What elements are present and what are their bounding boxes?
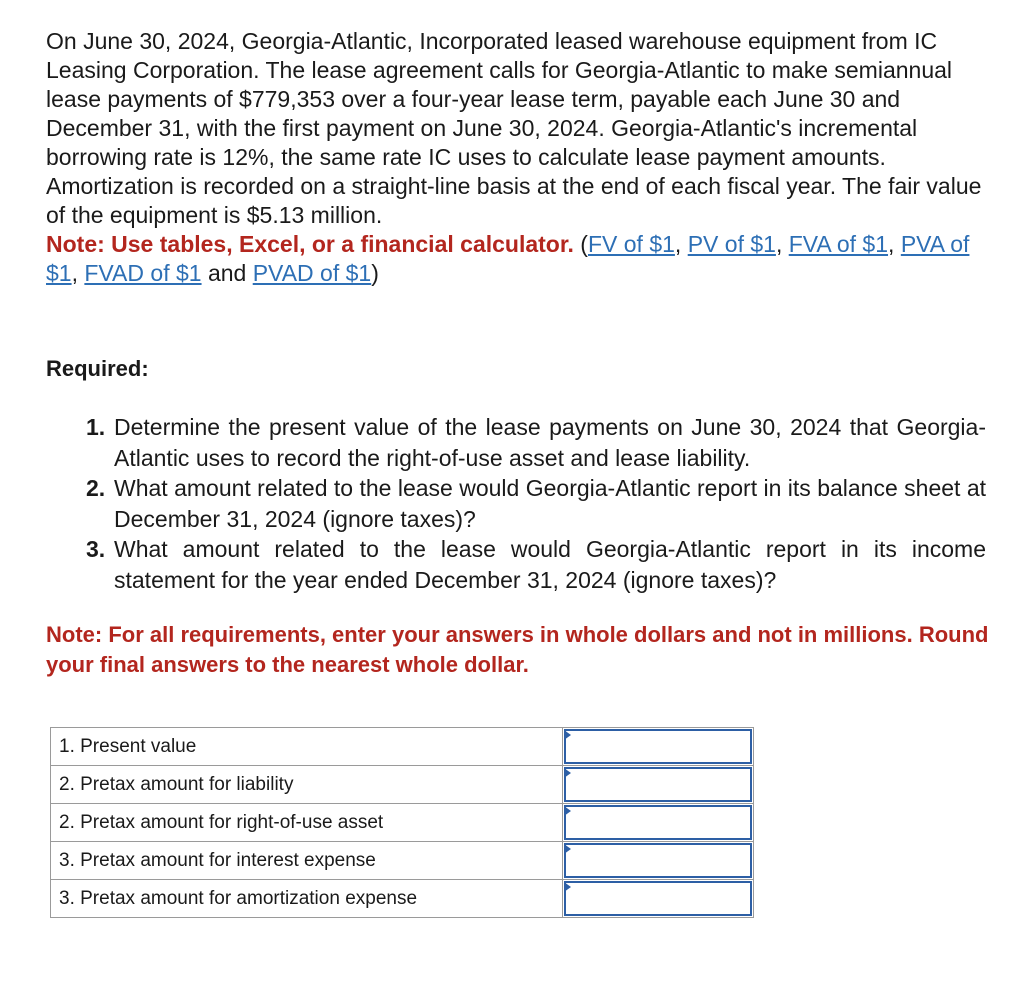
- answer-cell: [563, 766, 754, 804]
- note-tables: Note: Use tables, Excel, or a financial calculator. (FV of $1, PV of $1, FVA of $1, PVA of $1, FVAD of $1 and PVAD of $1): [46, 231, 970, 286]
- required-heading: Required:: [46, 356, 149, 381]
- answer-label-interest-expense: 3. Pretax amount for interest expense: [51, 842, 563, 880]
- interest-expense-input[interactable]: [564, 843, 752, 878]
- link-pvad-of-1[interactable]: PVAD of $1: [252, 260, 372, 286]
- requirement-text: Determine the present value of the lease payments on June 30, 2024 that Georgia-Atlantic uses to record the right-of-use asset and lease liability.: [114, 414, 986, 471]
- requirements-list: [86, 412, 986, 595]
- right-of-use-asset-input[interactable]: [564, 805, 752, 840]
- answer-cell: [563, 842, 754, 880]
- link-pv-of-1[interactable]: PV of $1: [687, 231, 776, 257]
- present-value-input[interactable]: [564, 729, 752, 764]
- table-row: [51, 880, 754, 918]
- requirement-item: [86, 534, 986, 595]
- answer-label-liability: 2. Pretax amount for liability: [51, 766, 563, 804]
- rounding-note: Note: For all requirements, enter your answers in whole dollars and not in millions. Round your final answers to the nearest whole dollar.: [46, 622, 989, 677]
- link-fvad-of-1[interactable]: FVAD of $1: [84, 260, 202, 286]
- requirement-number: 2.: [86, 475, 106, 501]
- answer-cell: [563, 804, 754, 842]
- answer-cell: [563, 728, 754, 766]
- link-fva-of-1[interactable]: FVA of $1: [788, 231, 889, 257]
- requirement-number: 3.: [86, 536, 106, 562]
- answer-cell: [563, 880, 754, 918]
- requirement-text: What amount related to the lease would Georgia-Atlantic report in its income statement for the year ended December 31, 2024 (ignore taxes)?: [114, 536, 986, 593]
- answer-label-present-value: 1. Present value: [51, 728, 563, 766]
- liability-input[interactable]: [564, 767, 752, 802]
- table-row: [51, 728, 754, 766]
- answer-label-amortization-expense: 3. Pretax amount for amortization expense: [51, 880, 563, 918]
- requirement-number: 1.: [86, 414, 106, 440]
- table-row: [51, 804, 754, 842]
- requirement-item: [86, 412, 986, 473]
- requirement-item: [86, 473, 986, 534]
- table-row: [51, 842, 754, 880]
- answer-label-right-of-use-asset: 2. Pretax amount for right-of-use asset: [51, 804, 563, 842]
- table-row: [51, 766, 754, 804]
- note-tables-label: Note: Use tables, Excel, or a financial calculator.: [46, 231, 574, 257]
- amortization-expense-input[interactable]: [564, 881, 752, 916]
- answer-table: [50, 727, 754, 918]
- link-fv-of-1[interactable]: FV of $1: [587, 231, 675, 257]
- link-pva-of-1[interactable]: PVA of $1: [46, 231, 970, 286]
- problem-statement: [46, 27, 991, 288]
- problem-text: On June 30, 2024, Georgia-Atlantic, Incorporated leased warehouse equipment from IC Leasing Corporation. The lease agreement calls for Georgia-Atlantic to make semiannual lease payments of $779,353 over a four-year lease term, payable each June 30 and December 31, with the first payment on June 30, 2024. Georgia-Atlantic's incremental borrowing rate is 12%, the same rate IC uses to calculate lease payment amounts. Amortization is recorded on a straight-line basis at the end of each fiscal year. The fair value of the equipment is $5.13 million.: [46, 28, 982, 228]
- requirement-text: What amount related to the lease would Georgia-Atlantic report in its balance sheet at December 31, 2024 (ignore taxes)?: [114, 475, 986, 532]
